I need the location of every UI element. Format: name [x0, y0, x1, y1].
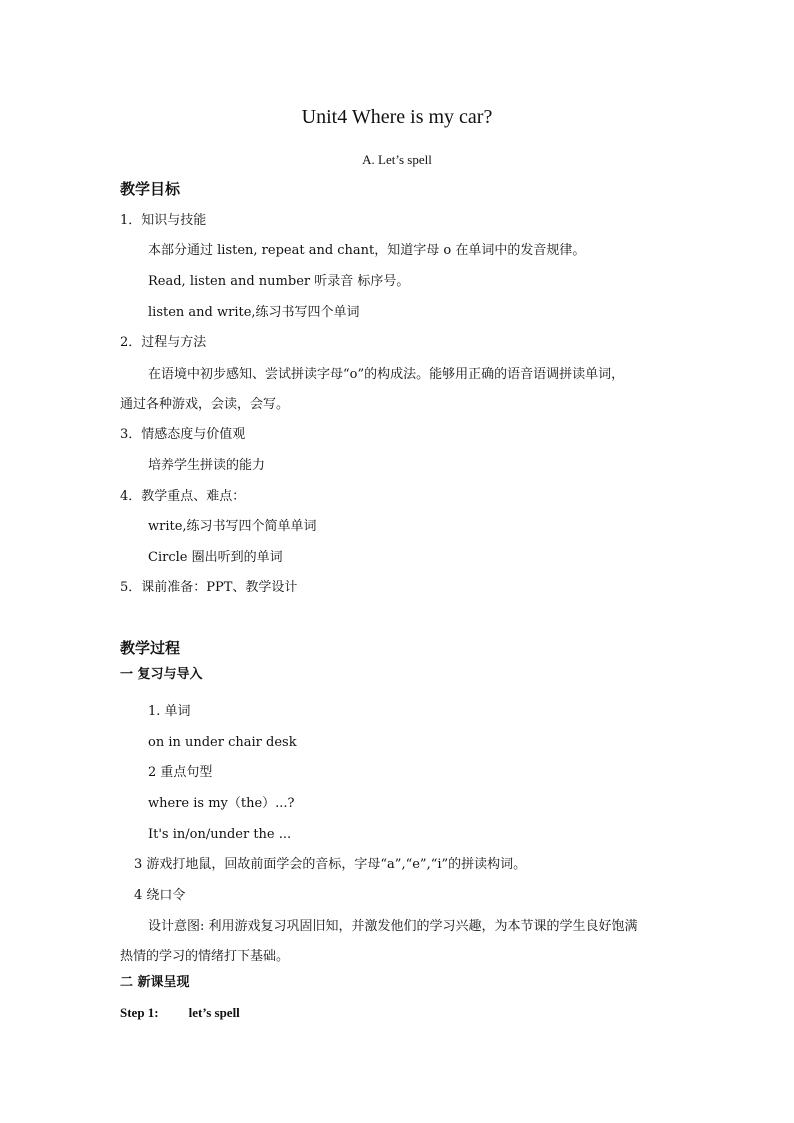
goal-1-line-2: Read, listen and number 听录音 标序号。 [148, 274, 410, 289]
goal-2-line-1: 在语境中初步感知、尝试拼读字母“o”的构成法。能够用正确的语音语调拼读单词， [148, 367, 625, 382]
review-item-2-line-1: where is my（the）...? [148, 796, 295, 811]
document-title: Unit4 Where is my car? [301, 106, 493, 128]
goal-4-line-1: write,练习书写四个简单单词 [148, 519, 317, 534]
goal-4-label: 4．教学重点、难点： [120, 489, 246, 504]
goal-1-line-1: 本部分通过 listen, repeat and chant，知道字母 o 在单词中的发音规律。 [148, 243, 586, 258]
goal-4-line-2: Circle 圈出听到的单词 [148, 550, 283, 565]
goal-5-label: 5．课前准备：PPT、教学设计 [120, 580, 298, 595]
review-item-1-label: 1. 单词 [148, 704, 191, 719]
design-intent-line-2: 热情的学习的情绪打下基础。 [120, 949, 290, 964]
review-item-2-line-2: It's in/on/under the ... [148, 827, 292, 842]
goal-1-label: 1．知识与技能 [120, 213, 207, 228]
review-item-2-label: 2 重点句型 [148, 765, 213, 780]
part-2-heading: 二 新课呈现 [120, 975, 190, 990]
review-item-3: 3 游戏打地鼠，回故前面学会的音标，字母“a”,“e”,“i”的拼读构词。 [134, 857, 527, 872]
goal-2-label: 2．过程与方法 [120, 335, 207, 350]
design-intent-line-1: 设计意图: 利用游戏复习巩固旧知，并激发他们的学习兴趣，为本节课的学生良好饱满 [148, 919, 638, 934]
goal-1-line-3: listen and write,练习书写四个单词 [148, 305, 360, 320]
review-item-1-words: on in under chair desk [148, 735, 297, 750]
step-1 [120, 1004, 240, 1022]
goal-2-line-2: 通过各种游戏，会读，会写。 [120, 397, 290, 412]
goals-heading: 教学目标 [120, 180, 181, 198]
document-subtitle: A. Let’s spell [362, 152, 432, 167]
goal-3-label: 3．情感态度与价值观 [120, 427, 246, 442]
review-item-4: 4 绕口令 [134, 888, 186, 903]
step-1-text: let’s spell [188, 1005, 240, 1020]
process-heading: 教学过程 [120, 639, 181, 657]
step-1-label: Step 1: [120, 1005, 159, 1020]
part-1-heading: 一 复习与导入 [120, 667, 203, 682]
goal-3-line: 培养学生拼读的能力 [148, 458, 266, 473]
